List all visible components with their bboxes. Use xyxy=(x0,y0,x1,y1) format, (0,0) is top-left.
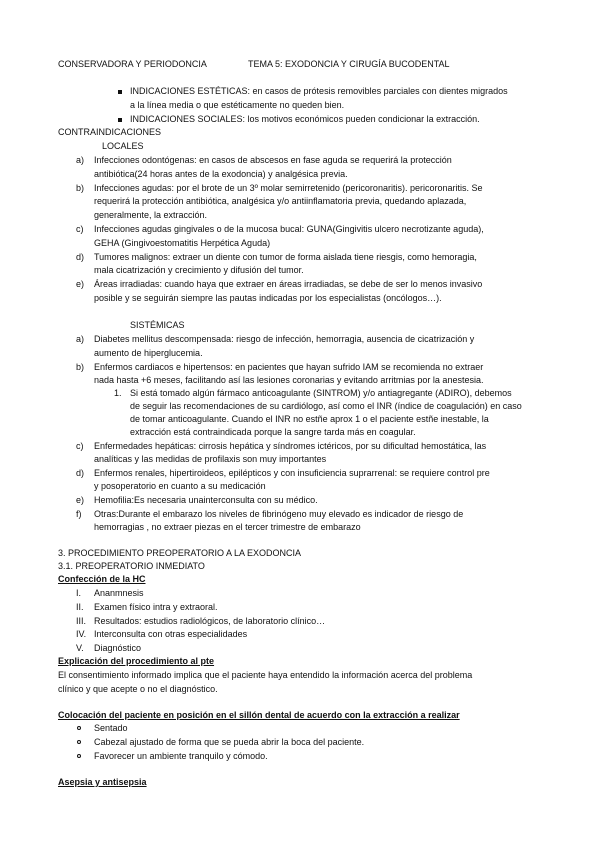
sublist-marker: 1. xyxy=(114,388,122,398)
hc-item: Diagnóstico xyxy=(94,643,142,653)
list-marker: e) xyxy=(76,279,85,289)
list-marker: a) xyxy=(76,334,85,344)
square-bullet-icon xyxy=(118,90,122,94)
sublist-item-line: Si está tomado algún fármaco anticoagulante (SINTROM) y/o antiagregante (ADIRO), debemos xyxy=(130,388,512,398)
locales-heading: LOCALES xyxy=(102,141,144,151)
hc-item: Resultados: estudios radiológicos, de laboratorio clínico… xyxy=(94,616,326,626)
list-marker: b) xyxy=(76,183,85,193)
circle-bullet-icon xyxy=(77,740,81,744)
list-marker: e) xyxy=(76,495,85,505)
hc-item: Examen físico intra y extraoral. xyxy=(94,602,218,612)
list-item-line: nada hasta +6 meses, facilitando así las lesiones coronarias y evitando arritmias por la anestesia. xyxy=(94,375,484,385)
header-right: TEMA 5: EXODONCIA Y CIRUGÍA BUCODENTAL xyxy=(248,59,450,69)
indication-line: INDICACIONES SOCIALES: los motivos económicos pueden condicionar la extracción. xyxy=(130,114,480,124)
list-item-line: Diabetes mellitus descompensada: riesgo de infección, hemorragia, ausencia de cicatrización y xyxy=(94,334,475,344)
roman-marker: II. xyxy=(76,602,84,612)
list-marker: a) xyxy=(76,155,85,165)
circle-bullet-icon xyxy=(77,754,81,758)
roman-marker: III. xyxy=(76,616,87,626)
positioning-item: Cabezal ajustado de forma que se pueda abrir la boca del paciente. xyxy=(94,737,365,747)
indication-line: a la línea media o que estéticamente no queden bien. xyxy=(130,100,345,110)
paragraph-line: El consentimiento informado implica que el paciente haya entendido la información acerca del problema xyxy=(58,670,473,680)
list-item-line: GEHA (Gingivoestomatitis Herpética Aguda) xyxy=(94,238,271,248)
list-item-line: mala cicatrización y crecimiento y difusión del tumor. xyxy=(94,265,304,275)
list-item-line: Enfermos cardiacos e hipertensos: en pacientes que hayan sufrido IAM se recomienda no extraer xyxy=(94,362,484,372)
list-item-line: aumento de hiperglucemia. xyxy=(94,348,203,358)
hc-heading: Confección de la HC xyxy=(58,574,146,584)
list-item-line: Otras:Durante el embarazo los niveles de fibrinógeno muy elevado es indicador de riesgo de xyxy=(94,509,464,519)
positioning-heading: Colocación del paciente en posición en el sillón dental de acuerdo con la extracción a realizar xyxy=(58,710,460,720)
list-item-line: analíticas y las medidas de profilaxis son muy importantes xyxy=(94,454,327,464)
positioning-item: Favorecer un ambiente tranquilo y cómodo. xyxy=(94,751,268,761)
list-item-line: y posoperatorio en cuanto a su medicación xyxy=(94,481,266,491)
circle-bullet-icon xyxy=(77,726,81,730)
roman-marker: V. xyxy=(76,643,84,653)
list-marker: d) xyxy=(76,468,85,478)
indication-line: INDICACIONES ESTÉTICAS: en casos de prótesis removibles parciales con dientes migrados xyxy=(130,86,508,96)
roman-marker: I. xyxy=(76,588,82,598)
square-bullet-icon xyxy=(118,118,122,122)
positioning-item: Sentado xyxy=(94,723,128,733)
list-item-line: generalmente, la extracción. xyxy=(94,210,208,220)
list-marker: b) xyxy=(76,362,85,372)
section-title: 3. PROCEDIMIENTO PREOPERATORIO A LA EXODONCIA xyxy=(58,548,302,558)
list-item-line: Tumores malignos: extraer un diente con tumor de forma aislada tiene riesgis, como hemoragia, xyxy=(94,252,477,262)
list-marker: d) xyxy=(76,252,85,262)
sistemicas-heading: SISTÉMICAS xyxy=(130,320,185,330)
list-item-line: Áreas irradiadas: cuando haya que extraer en áreas irradiadas, se debe de ser lo menos invasivo xyxy=(94,279,483,289)
hc-item: Interconsulta con otras especialidades xyxy=(94,629,248,639)
sublist-item-line: extracción está contraindicada porque la sangre tarda más en coagular. xyxy=(130,427,416,437)
list-item-line: Infecciones odontógenas: en casos de abscesos en fase aguda se requerirá la protección xyxy=(94,155,452,165)
subsection-title: 3.1. PREOPERATORIO INMEDIATO xyxy=(58,561,205,571)
paragraph-line: clínico y que acepte o no el diagnóstico. xyxy=(58,684,218,694)
list-marker: f) xyxy=(76,509,82,519)
list-item-line: posible y se seguirán siempre las pautas indicadas por los especialistas (oncólogos…). xyxy=(94,293,442,303)
list-item-line: Enfermos renales, hipertiroideos, epilépticos y con insuficiencia suprarrenal: se requiere control pre xyxy=(94,468,490,478)
list-item-line: Hemofilia:Es necesaria unainterconsulta con su médico. xyxy=(94,495,318,505)
list-marker: c) xyxy=(76,441,84,451)
list-item-line: Infecciones agudas: por el brote de un 3º molar semirretenido (pericoronaritis). pericoronaritis. Se xyxy=(94,183,483,193)
contraindications-heading: CONTRAINDICACIONES xyxy=(58,127,162,137)
roman-marker: IV. xyxy=(76,629,87,639)
sublist-item-line: de seguir las recomendaciones de su cardiólogo, así como el INR (índice de coagulación) en caso xyxy=(130,401,522,411)
list-marker: c) xyxy=(76,224,84,234)
explanation-heading: Explicación del procedimiento al pte xyxy=(58,656,215,666)
list-item-line: Infecciones agudas gingivales o de la mucosa bucal: GUNA(Gingivitis ulcero necrotizante aguda), xyxy=(94,224,484,234)
list-item-line: hemorragias , no extraer piezas en el tercer trimestre de embarazo xyxy=(94,522,361,532)
hc-item: Ananmnesis xyxy=(94,588,144,598)
asepsia-heading: Asepsia y antisepsia xyxy=(58,777,147,787)
list-item-line: antibiótica(24 horas antes de la exodoncia) y analgésica previa. xyxy=(94,169,348,179)
list-item-line: requerirá la protección antibiótica, analgésica y/o antiinflamatoria previa, quedando aplazada, xyxy=(94,196,467,206)
list-item-line: Enfermedades hepáticas: cirrosis hepática y síndromes ictéricos, por su dificultad hemostática, las xyxy=(94,441,487,451)
sublist-item-line: de tomar anticoagulante. Cuando el INR no estñe aprox 1 o el paciente estñe inestable, la xyxy=(130,414,489,424)
header-left: CONSERVADORA Y PERIODONCIA xyxy=(58,59,207,69)
